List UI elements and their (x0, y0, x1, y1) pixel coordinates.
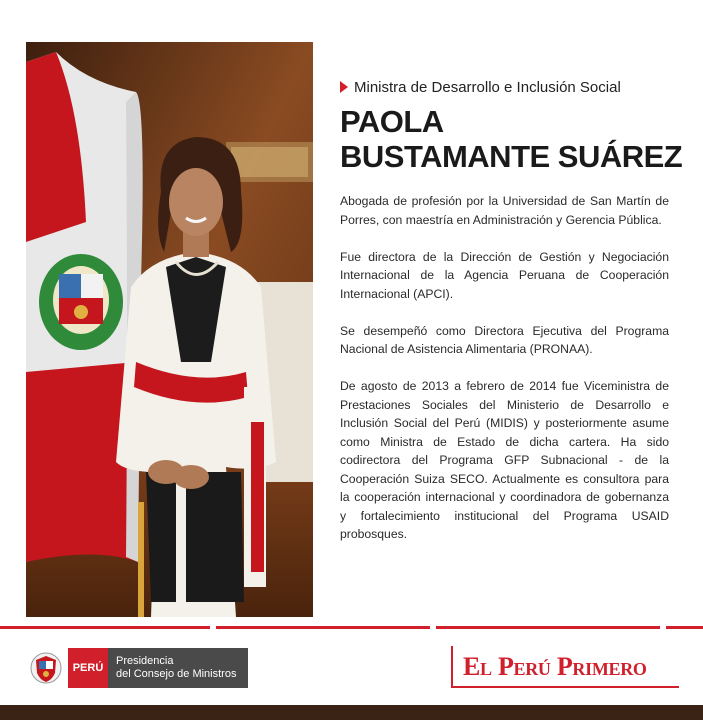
person-name-line1: PAOLA (340, 104, 444, 139)
red-divider (0, 626, 703, 629)
position-title-text: Ministra de Desarrollo e Inclusión Social (354, 79, 621, 96)
bio-paragraph: Fue directora de la Dirección de Gestión y Negociación Internacional de la Agencia Peruana de Cooperación Internacional (APCI). (340, 249, 669, 301)
slogan-text: El Perú Primero (463, 652, 647, 681)
bio-paragraph: Abogada de profesión por la Universidad de San Martín de Porres, con maestría en Administración y Gerencia Pública. (340, 194, 669, 227)
bio-paragraph: De agosto de 2013 a febrero de 2014 fue Viceministra de Prestaciones Sociales del Ministerio de Desarrollo e Inclusión Social del Perú (MIDIS) y posteriormente asume como Ministra de Estado de dicha cartera. Ha sido codirectora del Programa GFP Subnacional - de la Cooperación Suiza SECO. Actualmente es consultora para la cooperación internacional y coordinadora de gobernanza y fortalecimiento institucional del Programa USAID probosques. (340, 379, 669, 541)
bio-paragraph: Se desempeñó como Directora Ejecutiva del Programa Nacional de Asistencia Alimentaria (PRONAA). (340, 323, 669, 356)
biography (340, 192, 669, 562)
subtitle-triangle-icon (340, 81, 348, 93)
person-name (340, 104, 682, 174)
person-name-line2: BUSTAMANTE SUÁREZ (340, 139, 683, 174)
peru-coat-of-arms-icon (30, 649, 62, 687)
pcm-logo (30, 648, 248, 688)
position-title (340, 79, 621, 96)
bottom-bar (0, 705, 703, 720)
presidency-line1: Presidencia (116, 655, 174, 667)
presidency-line2: del Consejo de Ministros (116, 668, 237, 680)
presidency-label (108, 648, 248, 688)
slogan-box (451, 646, 679, 688)
peru-label: PERÚ (68, 648, 108, 688)
portrait-photo (26, 42, 313, 617)
